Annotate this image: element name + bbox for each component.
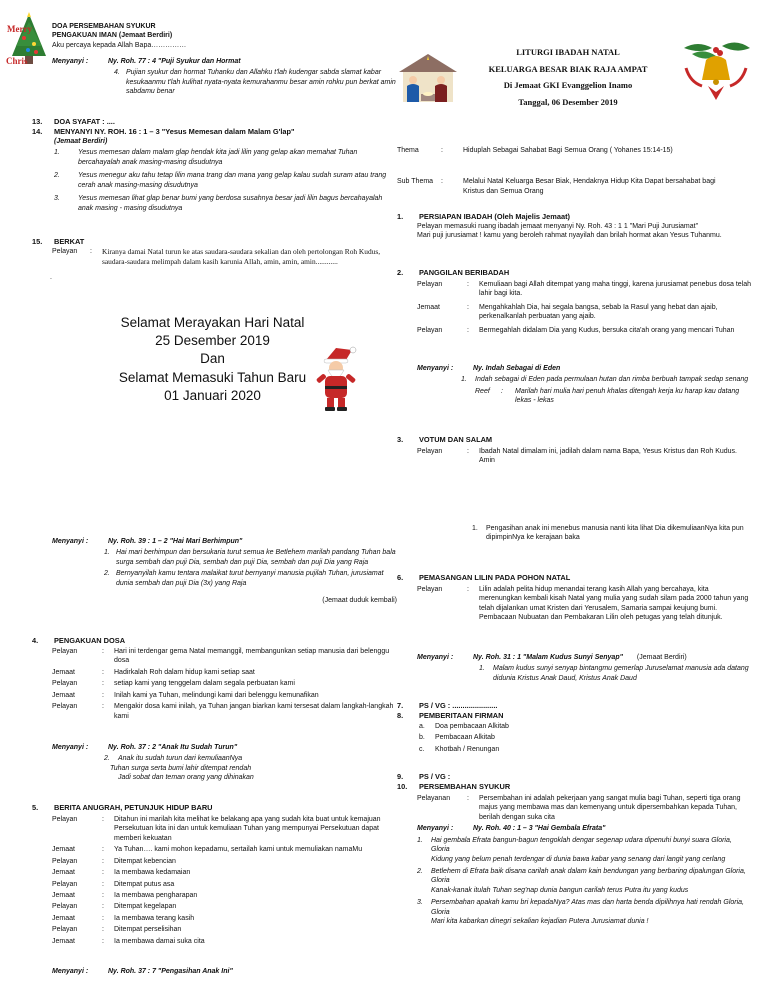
verse-text: Anak itu sudah turun dari kemuliaanNya bbox=[118, 755, 243, 763]
menyanyi-label: Menyanyi : bbox=[417, 825, 454, 833]
menyanyi-label: Menyanyi : bbox=[52, 538, 89, 545]
verse-number: 4. bbox=[114, 69, 120, 77]
song-title: Ny. Indah Sebagai di Eden bbox=[473, 365, 561, 372]
section-note: (Jemaat Berdiri) bbox=[54, 137, 108, 145]
section-title: PERSIAPAN IBADAH (Oleh Majelis Jemaat) bbox=[419, 212, 570, 221]
refrain-text: Marilah hari mulia hari penuh khalas ditengah kerja ku harap kau datang lekas - lekas bbox=[515, 387, 740, 405]
role-label: Pelayan bbox=[52, 247, 78, 255]
greeting-line: Selamat Merayakan Hari Natal bbox=[120, 315, 305, 330]
song-title: Ny. Roh. 37 : 2 "Anak Itu Sudah Turun" bbox=[108, 744, 238, 751]
section-title: PANGGILAN BERIBADAH bbox=[419, 268, 510, 277]
role-label: Jemaat bbox=[52, 691, 75, 699]
refrain-label: Reef bbox=[475, 387, 490, 395]
section-title: DOA SYAFAT : .... bbox=[54, 117, 115, 126]
song-title: Ny. Roh. 31 : 1 "Malam Kudus Sunyi Senyap" bbox=[473, 654, 623, 661]
service-date: Tanggal, 06 Desember 2019 bbox=[518, 96, 618, 107]
nativity-icon bbox=[397, 52, 459, 104]
sub-theme-label: Sub Thema bbox=[397, 178, 434, 186]
svg-text:Chris: Chris bbox=[6, 56, 28, 66]
liturgy-title: LITURGI IBADAH NATAL bbox=[516, 47, 620, 57]
verse-text: Kidung yang belum penah terdengar di dunia bawa kabar yang senang dari langit yang cerlang bbox=[431, 855, 726, 863]
section-title: PEMBERITAAN FIRMAN bbox=[419, 710, 504, 720]
verse-text: Betlehem di Efrata baik disana carilah anak dalam kain bendungan yang berbaring dipalungan Gloria, Gloria bbox=[431, 868, 746, 885]
greeting-line: 01 Januari 2020 bbox=[164, 387, 261, 403]
section-title: MENYANYI NY. ROH. 16 : 1 – 3 "Yesus Memesan dalam Malam G'lap" bbox=[54, 126, 295, 136]
section-title: PS / VG : ...................... bbox=[419, 701, 498, 710]
church-name: Di Jemaat GKI Evanggelion Inamo bbox=[503, 80, 633, 91]
congregation-note: (Jemaat Berdiri) bbox=[636, 654, 687, 661]
section-title: PEMASANGAN LILIN PADA POHON NATAL bbox=[419, 573, 571, 582]
sub-theme-text: Melalui Natal Keluarga Besar Biak, Hendaknya Hidup Kita Dapat bersahabat bagi Kristus dan Semua Orang bbox=[463, 178, 716, 195]
blessing-text: Kiranya damai Natal turun ke atas saudara-saudara sekalian dan oleh pertolongan Roh Kudus, saudara-saudara melimpah dalam kasih karunia Allah, amin, amin, amin............ bbox=[102, 246, 381, 266]
verse-text: Yesus memesan lihat glap benar bumi yang berdosa susahnya besar jadi lilin bagus bercahayalah anak masing - masing disudutnya bbox=[78, 195, 383, 212]
verse-text: Yesus menegur aku tahu tetap lilin mana trang dan mana yang gelap kalau sudah suram atau trang cerah anak masing-masing disudutnya bbox=[78, 172, 387, 189]
organization: KELUARGA BESAR BIAK RAJA AMPAT bbox=[488, 63, 648, 74]
text-line: Mari puji jurusiamat ! kamu yang beroleh rahmat nyayilah dan brilah hormat akan Yesus Tuhanmu. bbox=[417, 232, 722, 240]
christmas-tree-icon bbox=[6, 12, 52, 68]
section-title: DOA PERSEMBAHAN SYUKUR bbox=[52, 23, 156, 30]
verse-text: Jadi sobat dan teman orang yang dihinakan bbox=[118, 774, 254, 782]
greeting-line: 25 Desember 2019 bbox=[155, 333, 270, 349]
section-title: PENGAKUAN IMAN (Jemaat Berdiri) bbox=[52, 32, 173, 40]
role-label: Jemaat bbox=[52, 668, 75, 676]
section-title: PERSEMBAHAN SYUKUR bbox=[419, 781, 511, 791]
menyanyi-label: Menyanyi : bbox=[52, 968, 89, 975]
song-title: Ny. Roh. 40 : 1 – 3 "Hai Gembala Efrata" bbox=[473, 825, 606, 833]
menyanyi-label: Menyanyi : bbox=[417, 365, 454, 372]
verse-text: Mari kita kabarkan dinegri sekalian kejadian Putera Jurusiamat dunia ! bbox=[431, 918, 649, 926]
menyanyi-label: Menyanyi : bbox=[52, 58, 89, 65]
role-label: Pelayan bbox=[52, 680, 78, 688]
menyanyi-label: Menyanyi : bbox=[52, 744, 89, 751]
text-line: Pelayan memasuki ruang ibadah jemaat menyanyi Ny. Roh. 43 : 1 1 "Mari Puji Jurusiamat" bbox=[417, 222, 699, 230]
verse-text: Hai gembala Efrata bangun-bagun tengoklah dengar segenap udara dipenuhi bunyi suara Gloria, Gloria bbox=[431, 836, 732, 854]
santa-icon bbox=[312, 346, 360, 412]
verse-text: Indah sebagai di Eden pada permulaan hutan dan rimba berbuah tampak sedap senang bbox=[475, 376, 749, 384]
song-title: Ny. Roh. 39 : 1 – 2 "Hai Mari Berhimpun" bbox=[108, 538, 243, 545]
verse-text: Hai mari berhimpun dan bersukaria turut semua ke Betlehem marilah pandang Tuhan bala surga sembah dan puji Dia, sembah dan puji Dia, sembah dan puji Dia yang Raja bbox=[116, 549, 396, 566]
song-title: Ny. Roh. 77 : 4 "Puji Syukur dan Hormat bbox=[108, 58, 241, 65]
section-title: VOTUM DAN SALAM bbox=[419, 435, 493, 444]
section-title: PENGAKUAN DOSA bbox=[54, 636, 126, 645]
greeting-line: Dan bbox=[200, 351, 225, 367]
theme-text: Hiduplah Sebagai Sahabat Bagi Semua Orang ( Yohanes 15:14-15) bbox=[463, 147, 673, 154]
verse-text: Tuhan surga serta bumi lahir ditempat rendah bbox=[110, 764, 252, 772]
verse-text: Pujian syukur dan hormat Tuhanku dan Allahku t'lah kudengar sabda slamat kabar kesukaanmu t'lah kulihat nyata-nyata kemurahanmu besar amin rohku pun berkat amin sabdamu benar bbox=[126, 69, 396, 96]
verse-text: Persembahan apakah kamu bri kepadaNya? Atas mas dan harta benda dipilihnya hati rendah Gloria, Gloria bbox=[431, 899, 744, 916]
song-title: Ny. Roh. 37 : 7 "Pengasihan Anak Ini" bbox=[108, 968, 233, 975]
congregation-note: (Jemaat duduk kembali) bbox=[322, 597, 397, 605]
greeting-line: Selamat Memasuki Tahun Baru bbox=[118, 369, 307, 385]
verse-text: Bernyanyilah kamu tentara malaikat turut bernyanyi manusia pujilah Tuhan, jurusiamat dunia sembah dan puji Dia (3x) yang Raja bbox=[116, 570, 384, 587]
verse-text: Yesus memesan dalam malam glap hendak kita jadi lilin yang gelap akan memahat Tuhan bercahayalah anak masing-masing disudutnya bbox=[78, 149, 358, 166]
theme-label: Thema bbox=[397, 147, 419, 154]
section-title: BERITA ANUGRAH, PETUNJUK HIDUP BARU bbox=[54, 803, 213, 812]
section-title: BERKAT bbox=[54, 237, 85, 246]
role-label: Pelayan bbox=[52, 647, 78, 655]
svg-text:Merry: Merry bbox=[7, 24, 32, 34]
verse-text: Malam kudus sunyi senyap bintangmu gemerlap Juruselamat manusia ada datang didunia Kristus Anak Daud, Kristus Anak Daud bbox=[493, 665, 749, 682]
section-title: PS / VG : bbox=[419, 772, 451, 781]
holly-bell-icon bbox=[678, 38, 756, 102]
verse-text: Pengasihan anak ini menebus manusia nanti kita lihat Dia dikemuliaanNya kita pun dipimpinNya ke kerajaan baka bbox=[486, 525, 744, 542]
text-line: Aku percaya kepada Allah Bapa…………… bbox=[52, 41, 187, 49]
verse-text: Kanak-kanak itulah Tuhan seg'nap dunia bangun carilah terus Putra itu yang kudus bbox=[431, 886, 689, 894]
role-label: Pelayan bbox=[52, 703, 78, 711]
menyanyi-label: Menyanyi : bbox=[417, 654, 454, 661]
